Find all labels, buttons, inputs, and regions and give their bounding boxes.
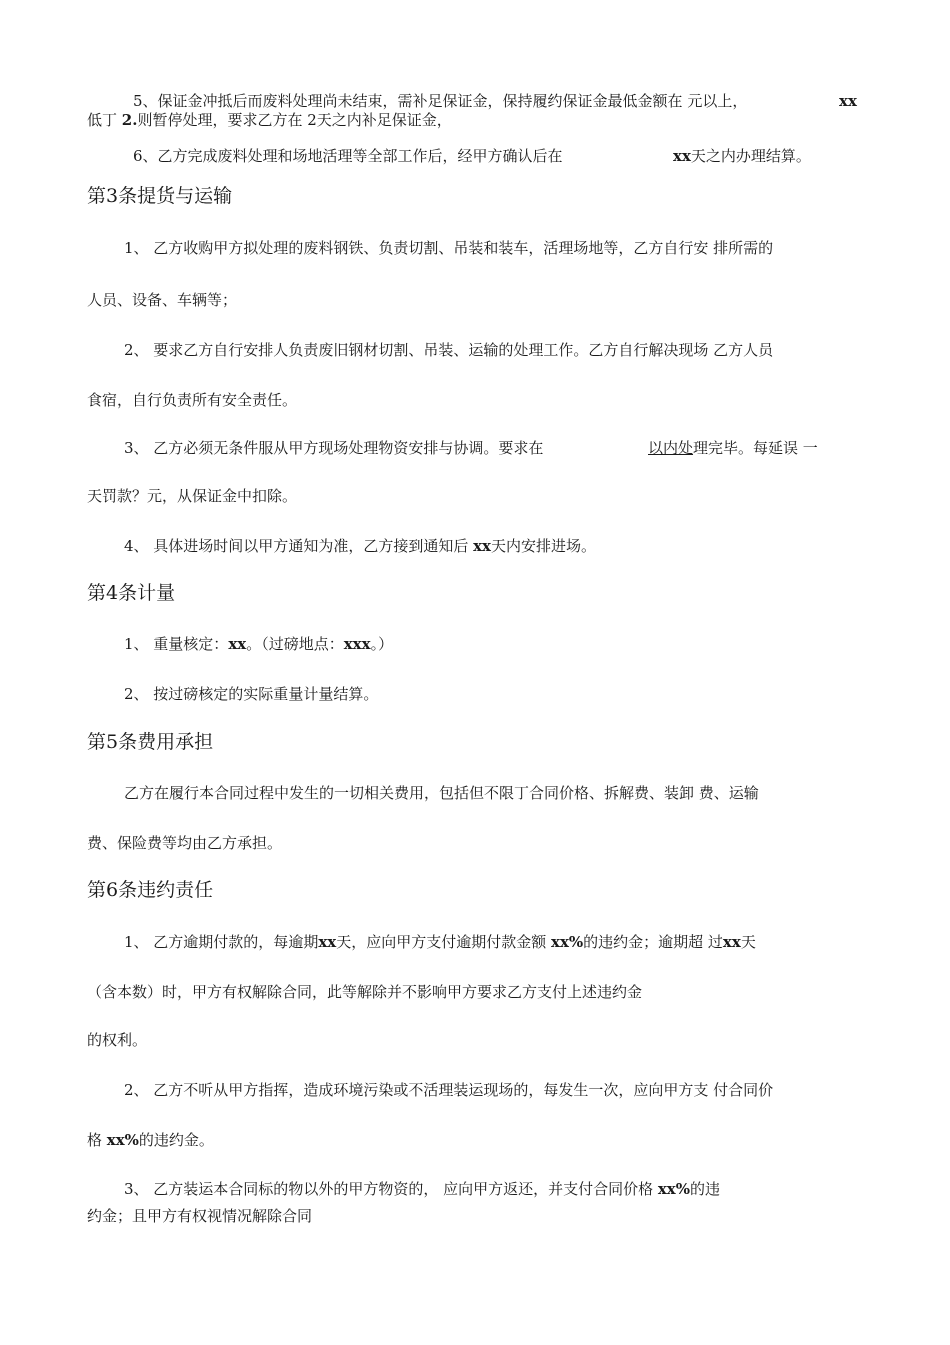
clause3-item3-text: 3、 乙方必须无条件服从甲方现场处理物资安排与协调。要求在 [124, 439, 544, 457]
clause4-item1-line [124, 634, 393, 654]
clause5-line1: 乙方在履行本合同过程中发生的一切相关费用，包括但不限丁合同价格、拆解费、装卸 费、运输 [124, 784, 759, 802]
clause3-heading: 第3条提货与运输 [87, 185, 233, 207]
clause3-item3-underlined: 以内处 [648, 439, 694, 457]
clause6-heading: 第6条违约责任 [87, 879, 214, 901]
clause4-item2-line: 2、 按过磅核定的实际重量计量结算。 [124, 685, 379, 703]
clause2-item5-text-2b: 2. [121, 111, 138, 129]
clause2-item6-xx: xx [673, 147, 691, 165]
clause4-item1-xxx: xxx [343, 635, 371, 653]
clause6-item1-text: 1、 乙方逾期付款的，每逾期 [124, 933, 319, 951]
clause3-item1-line2: 人员、设备、车辆等； [87, 291, 238, 309]
clause6-item1-text-4: 天 [740, 933, 756, 951]
clause6-item2-line1: 2、 乙方不听从甲方指挥，造成环境污染或不活理装运现场的，每发生一次，应向甲方支 付合同价 [124, 1081, 774, 1099]
clause6-item3-xxpct: xx% [657, 1180, 690, 1198]
clause2-item6-line-end [673, 146, 811, 166]
clause2-item6-text: 6、乙方完成废料处理和场地活理等全部工作后，经甲方确认后在 [133, 147, 563, 165]
clause3-item4-line [124, 536, 596, 556]
clause6-item2-line2 [87, 1130, 214, 1150]
clause6-item3-text-2: 的违 [690, 1180, 721, 1198]
clause2-item5-line2 [87, 110, 452, 130]
clause3-item4-text-2: 天内安排进场。 [490, 537, 596, 555]
clause6-item1-xx2: xx [722, 933, 741, 951]
clause5-heading: 第5条费用承担 [87, 731, 214, 753]
clause2-item5-line1 [133, 91, 747, 111]
clause4-heading: 第4条计量 [87, 582, 176, 604]
clause6-item1-line1 [124, 932, 756, 952]
clause6-item3-line1 [124, 1179, 720, 1199]
clause3-item2-line1: 2、 要求乙方自行安排人负责废旧钢材切割、吊装、运输的处理工作。乙方自行解决现场 乙方人员 [124, 341, 774, 359]
clause6-item2-text-2: 的违约金。 [138, 1131, 214, 1149]
clause3-item3-text-2: 理完毕。每延误 一 [693, 439, 818, 457]
clause2-item5-text-2a: 低丁 [87, 111, 122, 129]
clause6-item1-text-3: 的违约金；逾期超 过 [583, 933, 723, 951]
clause4-item1-text-2: 。（过磅地点： [246, 635, 344, 653]
clause6-item3-text: 3、 乙方装运本合同标的物以外的甲方物资的， 应向甲方返还，并支付合同价格 [124, 1180, 658, 1198]
clause2-item5-xx: xx [839, 92, 857, 110]
clause6-item1-line3: 的权利。 [87, 1031, 148, 1049]
clause2-item6-line [133, 146, 563, 166]
clause3-item4-text: 4、 具体进场时间以甲方通知为准，乙方接到通知后 [124, 537, 474, 555]
clause6-item1-xxpct: xx% [551, 933, 584, 951]
clause6-item2-xxpct: xx% [106, 1131, 139, 1149]
clause2-item5-text-2c: 则暂停处理，要求乙方在 2天之内补足保证金， [137, 111, 452, 129]
clause3-item3-line2: 天罚款？元，从保证金中扣除。 [87, 487, 298, 505]
clause3-item4-xx: xx [473, 537, 491, 555]
clause3-item1-line1: 1、 乙方收购甲方拟处理的废料钢铁、负责切割、吊装和装车，活理场地等，乙方自行安 排所需的 [124, 239, 774, 257]
clause6-item3-line2: 约金；且甲方有权视情况解除合同 [87, 1207, 313, 1225]
clause2-item5-text: 5、保证金冲抵后而废料处理尚未结束，需补足保证金，保持履约保证金最低金额在 元以上， [133, 92, 748, 110]
clause4-item1-text-3: 。） [370, 635, 394, 653]
clause6-item1-line2: （含本数）时，甲方有权解除合同，此等解除并不影响甲方要求乙方支付上述违约金 [87, 983, 643, 1001]
clause3-item2-line2: 食宿，自行负责所有安全责任。 [87, 391, 298, 409]
clause4-item1-xx: xx [228, 635, 247, 653]
clause3-item3-line1-end [648, 438, 818, 458]
clause2-item6-text-2: 天之内办理结算。 [690, 147, 811, 165]
clause4-item1-text: 1、 重量核定： [124, 635, 229, 653]
clause3-item3-line1 [124, 438, 543, 458]
clause6-item2-text: 格 [87, 1131, 107, 1149]
clause6-item1-text-2: 天，应向甲方支付逾期付款金额 [336, 933, 551, 951]
clause5-line2: 费、保险费等均由乙方承担。 [87, 834, 283, 852]
clause6-item1-xx1: xx [318, 933, 337, 951]
